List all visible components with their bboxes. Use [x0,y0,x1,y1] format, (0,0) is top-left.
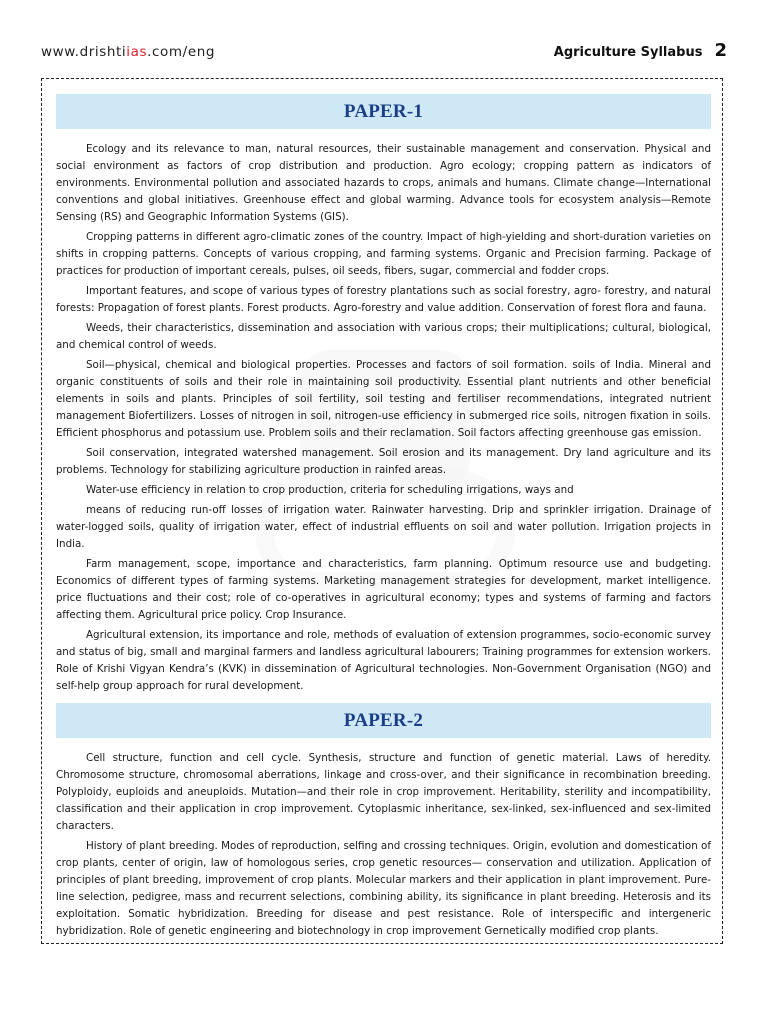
paragraph: History of plant breeding. Modes of reproduction, selfing and crossing techniques. Origin, evolution and domestication of crop plants, center of origin, law of homologous series, crop genetic resources— conservation and utilization. Application of principles of plant breeding, improvement of crop plants. Molecular markers and their application in plant improvement. Pure-line selection, pedigree, mass and recurrent selections, combining ability, its significance in plant breeding. Heterosis and its exploitation. Somatic hybridization. Breeding for disease and pest resistance. Role of interspecific and intergeneric hybridization. Role of genetic engineering and biotechnology in crop improvement Gernetically modified crop plants. [56,840,711,937]
paragraph: Important features, and scope of various types of forestry plantations such as social forestry, agro- forestry, and natural forests: Propagation of forest plants. Forest products. Agro-forestry and value addition. Conservation of forest flora and fauna. [56,285,711,314]
page-header [41,38,727,68]
header-right [554,40,727,61]
paper-1-section [56,94,711,695]
site-url-suffix: .com/eng [147,44,216,60]
section-banner [56,703,711,738]
paragraph: Ecology and its relevance to man, natural resources, their sustainable management and conservation. Physical and social environment as factors of crop distribution and production. Agro ecology; cropping pattern as indicators of environments. Environmental pollution and associated hazards to crops, animals and humans. Climate change—International conventions and global initiatives. Greenhouse effect and global warming. Advance tools for ecosystem analysis—Remote Sensing (RS) and Geographic Information Systems (GIS). [56,143,711,223]
paragraph-list [56,141,711,695]
page-number: 2 [714,40,727,61]
site-url-accent: ias [126,44,148,60]
paragraph: Weeds, their characteristics, dissemination and association with various crops; their multiplications; cultural, biological, and chemical control of weeds. [56,322,711,351]
paragraph: means of reducing run-off losses of irrigation water. Rainwater harvesting. Drip and sprinkler irrigation. Drainage of water-logged soils, quality of irrigation water, effect of industrial effluents on soil and water pollution. Irrigation projects in India. [56,504,711,550]
paragraph: Water-use efficiency in relation to crop production, criteria for scheduling irrigations, ways and [86,484,574,496]
site-url-prefix: www.drishti [41,44,127,60]
paragraph: Cropping patterns in different agro-climatic zones of the country. Impact of high-yielding and short-duration varieties on shifts in cropping patterns. Concepts of various cropping, and farming systems. Organic and Precision farming. Package of practices for production of important cereals, pulses, oil seeds, fibers, sugar, commercial and fodder crops. [56,231,711,277]
site-url[interactable] [41,44,215,60]
section-title: PAPER-1 [343,100,424,122]
section-title: PAPER-2 [343,709,424,731]
document-title: Agriculture Syllabus [553,45,703,60]
paragraph-list [56,750,711,940]
main-content [56,94,711,943]
paragraph: Soil conservation, integrated watershed management. Soil erosion and its management. Dry land agriculture and its problems. Technology for stabilizing agriculture production in rainfed areas. [56,447,711,476]
section-banner [56,94,711,129]
paragraph: Agricultural extension, its importance and role, methods of evaluation of extension programmes, socio-economic survey and status of big, small and marginal farmers and landless agricultural labourers; Training programmes for extension workers. Role of Krishi Vigyan Kendra’s (KVK) in dissemination of Agricultural technologies. Non-Government Organisation (NGO) and self-help group approach for rural development. [56,629,711,692]
paragraph: Soil—physical, chemical and biological properties. Processes and factors of soil formation. soils of India. Mineral and organic constituents of soils and their role in maintaining soil productivity. Essential plant nutrients and other beneficial elements in soils and plants. Principles of soil fertility, soil testing and fertiliser recommendations, integrated nutrient management Biofertilizers. Losses of nitrogen in soil, nitrogen-use efficiency in submerged rice soils, nitrogen fixation in soils. Efficient phosphorus and potassium use. Problem soils and their reclamation. Soil factors affecting greenhouse gas emission. [56,359,711,439]
paragraph: Cell structure, function and cell cycle. Synthesis, structure and function of genetic material. Laws of heredity. Chromosome structure, chromosomal aberrations, linkage and cross-over, and their significance in recombination breeding. Polyploidy, euploids and aneuploids. Mutation—and their role in crop improvement. Heritability, sterility and incompatibility, classification and their application in crop improvement. Cytoplasmic inheritance, sex-linked, sex-influenced and sex-limited characters. [56,752,711,832]
paragraph: Farm management, scope, importance and characteristics, farm planning. Optimum resource use and budgeting. Economics of different types of farming systems. Marketing management strategies for development, market intelligence. price fluctuations and their cost; role of co-operatives in agricultural economy; types and systems of farming and factors affecting them. Agricultural price policy. Crop Insurance. [56,558,711,621]
paper-2-section [56,703,711,940]
